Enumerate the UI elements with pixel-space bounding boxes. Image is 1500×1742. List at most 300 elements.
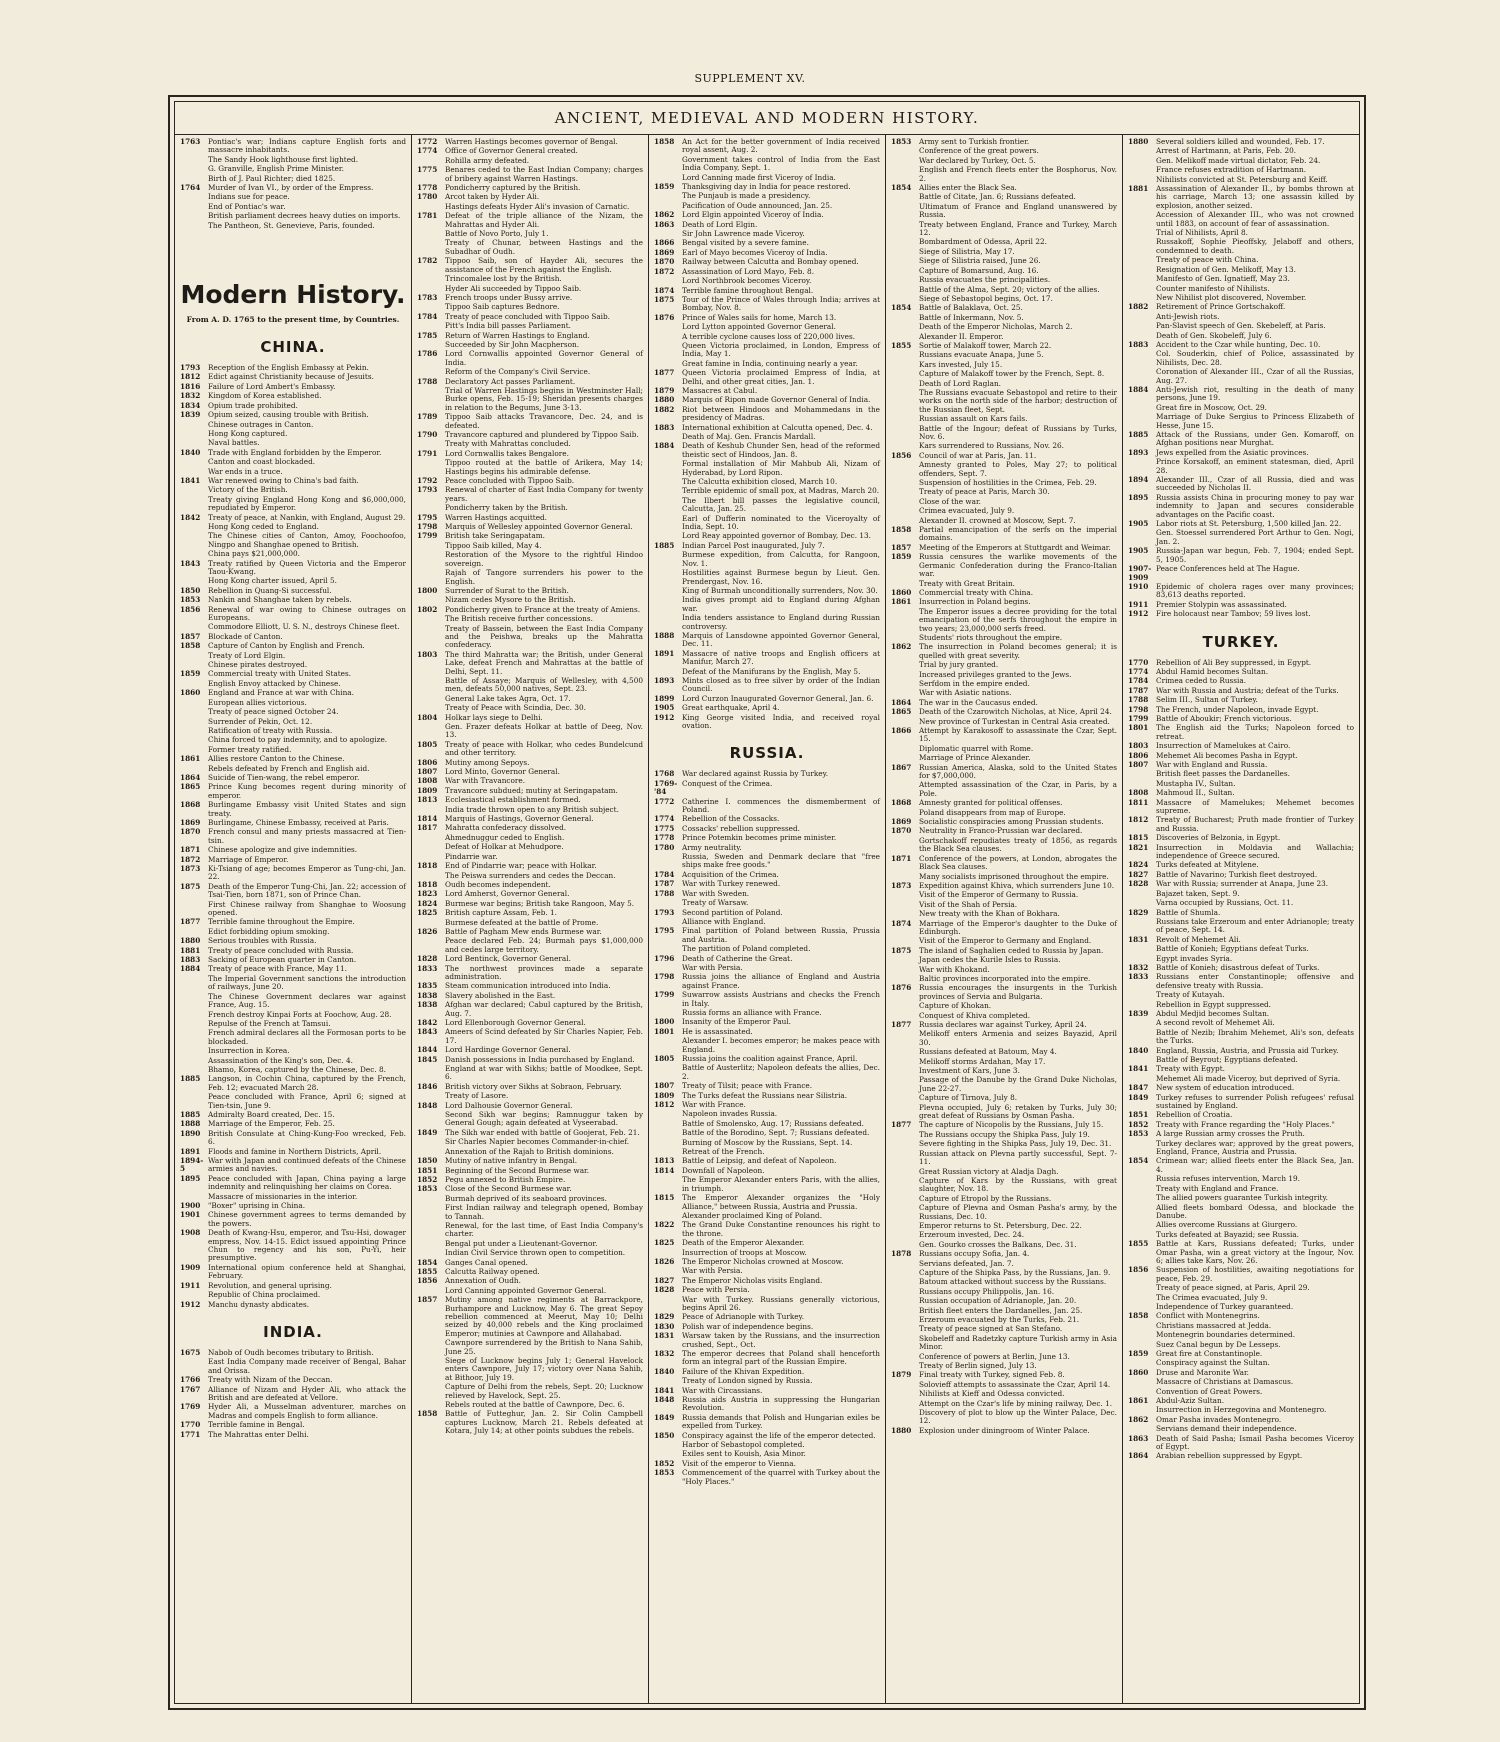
history-entry	[891, 718, 1117, 726]
history-entry	[654, 277, 880, 285]
entry-year: 1873	[180, 864, 201, 873]
history-entry	[180, 1229, 406, 1263]
entry-year: 1868	[891, 798, 912, 808]
history-entry	[891, 304, 1117, 312]
history-entry	[891, 781, 1117, 798]
history-entry	[654, 909, 880, 917]
entry-text: Mutiny among native regiments at Barrackpore, Burhampore and Lucknow, May 6. The great Sepoy rebellion commenced at Meerut, May 10; Delhi seized by 40,000 rebels and the King proclaimed Emperor; mutinies at Cawnpore and Allahabad.	[445, 1295, 643, 1338]
entry-text: Sir John Lawrence made Viceroy.	[682, 229, 805, 239]
entry-text: Warsaw taken by the Russians, and the insurrection crushed, Sept., Oct.	[682, 1331, 880, 1349]
entry-text: Acquisition of the Crimea.	[682, 869, 779, 879]
entry-year: 1909	[180, 1262, 201, 1272]
entry-year: 1912	[180, 1299, 201, 1309]
entry-text: English and French fleets enter the Bosphorus, Nov. 2.	[919, 165, 1117, 183]
entry-text: Peace concluded with France, April 6; signed at Tien-tsin, June 9.	[208, 1092, 406, 1110]
entry-text: Discovery of plot to blow up the Winter Palace, Dec. 12.	[919, 1408, 1117, 1426]
entry-year: 1804	[417, 712, 438, 722]
entry-year: 1850	[180, 585, 201, 595]
entry-text: Pondicherry captured by the British.	[445, 183, 581, 193]
entry-text: Renewal of charter of East India Company for twenty years.	[445, 485, 643, 503]
entry-year: 1851	[1128, 1110, 1149, 1120]
history-entry	[180, 947, 406, 955]
history-entry	[1128, 1185, 1354, 1193]
history-entry	[891, 745, 1117, 753]
entry-year: 1775	[417, 165, 438, 175]
entry-text: Allied fleets bombard Odessa, and blockade the Danube.	[1156, 1202, 1354, 1220]
entry-text: Lord Lytton appointed Governor General.	[682, 322, 836, 332]
history-entry	[654, 138, 880, 155]
entry-year: 1800	[417, 585, 438, 595]
entry-year: 1849	[417, 1127, 438, 1137]
entry-text: Erzeroum evacuated by the Turks, Feb. 21.	[919, 1315, 1080, 1324]
history-entry	[891, 295, 1117, 303]
entry-text: Commercial treaty with China.	[919, 587, 1034, 597]
history-entry	[417, 1410, 643, 1435]
entry-year	[417, 1148, 445, 1156]
entry-year: 1910	[1128, 581, 1149, 591]
history-entry	[1128, 770, 1354, 778]
entry-text: The Punjaub is made a presidency.	[682, 191, 811, 201]
entry-text: Commercial treaty with United States.	[208, 669, 352, 679]
history-entry	[417, 303, 643, 311]
entry-year: 1877	[891, 1120, 912, 1130]
history-entry	[417, 909, 643, 917]
entry-text: Investment of Kars, June 3.	[919, 1066, 1020, 1076]
entry-text: Indian Parcel Post inaugurated, July 7.	[682, 540, 825, 550]
entry-text: Repulse of the French at Tamsui.	[208, 1018, 331, 1028]
entry-text: War with Turkey. Russians generally victorious, begins April 26.	[682, 1294, 880, 1312]
entry-text: Death of Lord Elgin.	[682, 219, 758, 229]
entry-year	[891, 425, 919, 442]
entry-year: 1864	[180, 772, 201, 782]
entry-year	[180, 1057, 208, 1065]
page-inner-frame	[174, 101, 1360, 1704]
history-entry	[1128, 761, 1354, 769]
history-entry	[180, 865, 406, 882]
entry-text: Annexation of the Rajah to British dominions.	[445, 1146, 614, 1156]
entry-text: Assassination of the King's son, Dec. 4.	[208, 1055, 353, 1065]
entry-year: 1883	[654, 422, 675, 432]
entry-text: French destroy Kinpai Forts at Foochow, Aug. 28.	[208, 1009, 392, 1019]
russia-list-3	[1128, 138, 1354, 619]
entry-year	[1128, 1175, 1156, 1183]
entry-year: 1831	[1128, 934, 1149, 944]
entry-text: Mahratta confederacy dissolved.	[445, 823, 567, 833]
entry-text: Tippoo routed at the battle of Arikera, May 14; Hastings begins his admirable defense.	[445, 458, 643, 476]
entry-year	[654, 587, 682, 595]
entry-year: 1839	[180, 410, 201, 420]
history-entry	[1128, 458, 1354, 475]
entry-text: Peace concluded with Tippoo Saib.	[445, 476, 575, 486]
entry-year: 1821	[1128, 842, 1149, 852]
entry-year	[654, 551, 682, 568]
entry-year: 1872	[180, 854, 201, 864]
entry-text: Tippoo Saib attacks Travancore, Dec. 24, and is defeated.	[445, 412, 643, 430]
history-entry	[654, 1037, 880, 1054]
entry-text: France refuses extradition of Hartmann.	[1156, 165, 1307, 175]
entry-text: Alliance with England.	[682, 916, 766, 926]
entry-text: British victory over Sikhs at Sobraon, February.	[445, 1081, 622, 1091]
entry-year: 1764	[180, 183, 201, 193]
entry-year: 1675	[180, 1347, 201, 1357]
entry-year: 1875	[180, 881, 201, 891]
history-entry	[891, 203, 1117, 220]
history-entry	[891, 1231, 1117, 1239]
history-entry	[180, 1020, 406, 1028]
history-entry	[1128, 166, 1354, 174]
history-entry	[891, 1371, 1117, 1379]
history-entry	[654, 1313, 880, 1321]
entry-year	[1128, 1019, 1156, 1027]
entry-text: Reception of the English Embassy at Pekin.	[208, 363, 369, 373]
entry-text: Indian Civil Service thrown open to competition.	[445, 1248, 626, 1258]
history-entry	[417, 881, 643, 889]
entry-text: Discoveries of Belzonia, in Egypt.	[1156, 833, 1281, 843]
history-entry	[180, 765, 406, 773]
history-entry	[1128, 844, 1354, 861]
entry-text: Russia joins the coalition against France, April.	[682, 1054, 858, 1063]
history-entry	[180, 421, 406, 429]
entry-year	[891, 257, 919, 265]
entry-text: Death of Said Pasha; Ismail Pasha becomes Viceroy of Egypt.	[1156, 1433, 1354, 1452]
entry-text: Rebels defeated by French and English aid.	[208, 763, 370, 773]
entry-text: Russian attack on Plevna partly successful, Sept. 7-11.	[919, 1148, 1117, 1167]
entry-year	[891, 1409, 919, 1426]
history-entry	[417, 1185, 643, 1193]
entry-year: 1796	[654, 953, 675, 963]
history-entry	[1128, 834, 1354, 842]
history-entry	[654, 369, 880, 386]
history-entry	[654, 1018, 880, 1026]
history-entry	[891, 1002, 1117, 1010]
history-entry	[417, 1148, 643, 1156]
entry-text: G. Granville, English Prime Minister.	[208, 164, 344, 174]
history-entry	[654, 871, 880, 879]
entry-text: Battle of Smolensko, Aug. 17; Russians defeated.	[682, 1118, 864, 1128]
history-entry	[1128, 1312, 1354, 1320]
history-entry	[1128, 1121, 1354, 1129]
entry-year	[891, 370, 919, 378]
history-entry	[654, 844, 880, 852]
entry-text: Earl of Dufferin nominated to the Viceroyalty of India, Sept. 10.	[682, 513, 880, 532]
entry-text: Treaty of Lasore.	[445, 1091, 509, 1101]
entry-year	[180, 1093, 208, 1110]
entry-year: 1790	[417, 430, 438, 439]
entry-text: Pan-Slavist speech of Gen. Skebeleff, at Paris.	[1156, 321, 1326, 331]
history-entry	[417, 387, 643, 412]
history-entry	[1128, 303, 1354, 311]
entry-year	[417, 1339, 445, 1356]
entry-text: The Chinese Government declares war against France, Aug. 15.	[208, 991, 406, 1010]
entry-year: 1772	[654, 796, 675, 806]
entry-text: Peace declared Feb. 24; Burmah pays $1,000,000 and cedes large territory.	[445, 936, 643, 954]
history-entry	[1128, 1240, 1354, 1265]
history-entry	[891, 544, 1117, 552]
history-entry	[180, 402, 406, 410]
entry-text: The Mahrattas enter Delhi.	[208, 1429, 309, 1439]
entry-text: Kingdom of Korea established.	[208, 391, 322, 401]
entry-year	[180, 1358, 208, 1375]
history-entry	[180, 1376, 406, 1384]
entry-text: Final treaty with Turkey, signed Feb. 8.	[919, 1370, 1065, 1380]
entry-text: Opium seized, causing trouble with British.	[208, 410, 369, 420]
entry-year: 1767	[180, 1384, 201, 1394]
entry-text: Floods and famine in Northern Districts, April.	[208, 1146, 382, 1156]
entry-text: Lord Reay appointed governor of Bombay, Dec. 13.	[682, 531, 871, 541]
entry-text: Gen. Stoessel surrendered Port Arthur to Gen. Nogi, Jan. 2.	[1156, 528, 1354, 546]
entry-text: Crimean war; allied fleets enter the Black Sea, Jan. 4.	[1156, 1156, 1354, 1174]
entry-year: 1818	[417, 861, 438, 871]
entry-year	[180, 680, 208, 688]
history-entry	[417, 824, 643, 832]
entry-year: 1874	[891, 918, 912, 928]
history-entry	[654, 880, 880, 888]
entry-text: Peace with Persia.	[682, 1285, 750, 1295]
history-entry	[654, 596, 880, 613]
entry-text: War renewed owing to China's bad faith.	[208, 475, 359, 485]
entry-text: Treaty of peace concluded with Tippoo Saib.	[445, 311, 611, 321]
entry-year	[417, 1401, 445, 1409]
entry-year	[180, 623, 208, 631]
entry-year	[654, 945, 682, 953]
entry-text: Danish possessions in India purchased by England.	[445, 1054, 635, 1064]
entry-year: 1808	[417, 776, 438, 786]
pre-list	[180, 138, 406, 230]
entry-text: Visit of the Shah of Persia.	[919, 899, 1018, 909]
entry-year: 1846	[417, 1081, 438, 1091]
history-entry	[891, 689, 1117, 697]
history-entry	[891, 507, 1117, 515]
entry-year: 1798	[417, 522, 438, 532]
history-entry	[180, 477, 406, 485]
entry-text: Battle of Futteghur, Jan. 2. Sir Colin Campbell captures Lucknow, March 21. Rebels defeated at Kotara, July 14; at other points subdues the rebels.	[445, 1409, 643, 1436]
entry-text: Lord Cornwallis takes Bengalore.	[445, 448, 569, 458]
entry-text: Rebellion in Quang-Si successful.	[208, 585, 332, 595]
entry-year	[654, 515, 682, 532]
column-3	[649, 135, 886, 1703]
entry-text: Pindarrie war.	[445, 851, 498, 861]
entry-year	[1128, 1056, 1156, 1064]
entry-year	[891, 488, 919, 496]
history-entry	[417, 695, 643, 703]
history-entry	[1128, 1204, 1354, 1221]
entry-text: Pacification of Oude announced, Jan. 25.	[682, 200, 833, 210]
entry-year: 1905	[654, 703, 675, 713]
history-entry	[180, 560, 406, 577]
history-entry	[654, 614, 880, 631]
entry-year	[1128, 368, 1156, 385]
entry-text: A second revolt of Mehemet Ali.	[1156, 1018, 1275, 1028]
history-entry	[1128, 1194, 1354, 1202]
entry-text: Peace of Adrianople with Turkey.	[682, 1312, 805, 1322]
entry-text: Allies overcome Russians at Giurgero.	[1156, 1220, 1298, 1230]
entry-text: Burmah deprived of its seaboard provinces.	[445, 1193, 607, 1203]
history-entry	[180, 550, 406, 558]
entry-year	[180, 1047, 208, 1055]
entry-year: 1888	[180, 1119, 201, 1129]
entry-text: Retreat of the French.	[682, 1147, 765, 1157]
history-entry	[180, 449, 406, 457]
history-entry	[180, 1431, 406, 1439]
entry-text: Renewal of war owing to Chinese outrages on Europeans.	[208, 604, 406, 623]
entry-year: 1843	[180, 558, 201, 568]
history-entry	[891, 1250, 1117, 1258]
history-entry	[654, 668, 880, 676]
entry-text: Manchu dynasty abdicates.	[208, 1299, 310, 1309]
entry-year: 1858	[180, 641, 201, 651]
history-entry	[417, 853, 643, 861]
history-entry	[1128, 668, 1354, 676]
entry-year: 1800	[654, 1017, 675, 1027]
history-entry	[1128, 1397, 1354, 1405]
entry-year	[891, 295, 919, 303]
history-entry	[180, 138, 406, 155]
history-entry	[891, 1260, 1117, 1268]
entry-year	[891, 1222, 919, 1230]
history-entry	[654, 1212, 880, 1220]
entry-year: 1844	[417, 1045, 438, 1055]
history-entry	[654, 770, 880, 778]
history-entry	[891, 323, 1117, 331]
history-entry	[417, 450, 643, 458]
history-entry	[891, 1335, 1117, 1352]
entry-text: Battle of Austerlitz; Napoleon defeats the allies, Dec. 2.	[682, 1063, 880, 1081]
history-entry	[180, 184, 406, 192]
history-entry	[1128, 677, 1354, 685]
entry-year	[417, 1092, 445, 1100]
russia-list-1	[654, 770, 880, 1486]
entry-year	[891, 634, 919, 642]
history-entry	[180, 1130, 406, 1147]
entry-year	[654, 433, 682, 441]
history-entry	[1128, 368, 1354, 385]
entry-year	[180, 718, 208, 726]
entry-year: 1882	[654, 404, 675, 414]
history-entry	[654, 287, 880, 295]
entry-year: 1884	[180, 964, 201, 974]
history-entry	[654, 1167, 880, 1175]
entry-year: 1864	[1128, 1451, 1149, 1461]
entry-text: Suspension of hostilities, awaiting negotiations for peace, Feb. 29.	[1156, 1265, 1354, 1283]
history-entry	[891, 425, 1117, 442]
history-entry	[654, 1414, 880, 1431]
entry-year: 1789	[417, 412, 438, 422]
entry-year	[891, 689, 919, 697]
entry-text: Napoleon invades Russia.	[682, 1109, 778, 1119]
entry-year	[180, 736, 208, 744]
page-header: ANCIENT, MEDIEVAL AND MODERN HISTORY.	[175, 102, 1359, 135]
entry-year	[417, 1357, 445, 1382]
history-entry	[1128, 275, 1354, 283]
entry-year	[891, 333, 919, 341]
entry-year	[891, 966, 919, 974]
history-entry	[1128, 1010, 1354, 1018]
entry-year: 1869	[180, 817, 201, 827]
entry-text: Death of Catherine the Great.	[682, 953, 793, 963]
entry-year: 1861	[180, 754, 201, 764]
entry-text: Burmese expedition, from Calcutta, for Rangoon, Nov. 1.	[682, 550, 880, 568]
entry-text: Allies enter the Black Sea.	[919, 183, 1017, 193]
history-entry	[891, 461, 1117, 478]
history-entry	[180, 1175, 406, 1192]
entry-text: Servians defeated, Jan. 7.	[919, 1258, 1014, 1268]
entry-text: Mints closed as to free silver by order of the Indian Council.	[682, 675, 880, 694]
entry-year	[891, 1076, 919, 1093]
history-entry	[654, 360, 880, 368]
entry-year	[417, 230, 445, 238]
entry-text: Russia censures the warlike movements of the Germanic Confederation during the Franco-Italian war.	[919, 552, 1117, 579]
entry-year	[180, 1011, 208, 1019]
history-entry	[654, 955, 880, 963]
history-entry	[1128, 1416, 1354, 1424]
entry-text: Republic of China proclaimed.	[208, 1290, 321, 1300]
history-entry	[891, 267, 1117, 275]
entry-text: Marriage of the Emperor's daughter to the Duke of Edinburgh.	[919, 918, 1117, 936]
entry-text: Lord Ellenborough Governor General.	[445, 1018, 586, 1027]
history-entry	[417, 834, 643, 842]
entry-text: Burning of Moscow by the Russians, Sept. 14.	[682, 1137, 853, 1147]
history-entry	[654, 1239, 880, 1247]
history-entry	[654, 1368, 880, 1376]
entry-text: General Lake takes Agra, Oct. 17.	[445, 693, 571, 703]
entry-text: Trial of Nihilists, April 8.	[1156, 228, 1248, 238]
history-entry	[417, 193, 643, 201]
entry-text: Great fire in Moscow, Oct. 29.	[1156, 402, 1267, 412]
entry-year	[180, 486, 208, 494]
entry-text: Council of war at Paris, Jan. 11.	[919, 450, 1037, 460]
entry-text: Lord Amherst, Governor General.	[445, 889, 570, 899]
history-entry	[417, 532, 643, 540]
entry-year: 1829	[654, 1312, 675, 1322]
history-entry	[891, 1269, 1117, 1277]
entry-year	[891, 1325, 919, 1333]
entry-year: 1856	[1128, 1265, 1149, 1275]
history-entry	[891, 488, 1117, 496]
entry-text: Ganges Canal opened.	[445, 1257, 528, 1267]
history-entry	[1128, 1452, 1354, 1460]
history-entry	[180, 373, 406, 381]
history-entry	[891, 138, 1117, 146]
entry-text: British Consulate at Ching-Kung-Foo wrecked, Feb. 6.	[208, 1128, 406, 1147]
entry-text: The Pantheon, St. Genevieve, Paris, founded.	[208, 220, 375, 230]
entry-year: 1873	[891, 880, 912, 890]
entry-text: A terrible cyclone causes loss of 220,000 lives.	[682, 331, 856, 341]
entry-year: 1885	[180, 1109, 201, 1119]
history-entry	[891, 1048, 1117, 1056]
history-entry	[417, 982, 643, 990]
entry-year	[891, 442, 919, 450]
history-entry	[1128, 413, 1354, 430]
history-entry	[891, 1316, 1117, 1324]
entry-text: Former treaty ratified.	[208, 744, 292, 754]
entry-year	[891, 1390, 919, 1398]
entry-text: Canton and coast blockaded.	[208, 457, 316, 467]
entry-year	[654, 1120, 682, 1128]
entry-text: Warren Hastings acquitted.	[445, 512, 548, 522]
entry-year	[1128, 313, 1156, 321]
entry-text: Treaty with France regarding the "Holy Places."	[1156, 1119, 1335, 1129]
modern-history-title: Modern History.	[180, 280, 406, 310]
entry-text: Varna occupied by Russians, Oct. 11.	[1156, 898, 1294, 908]
history-entry	[1128, 547, 1354, 564]
history-entry	[891, 157, 1117, 165]
history-entry	[1128, 238, 1354, 255]
entry-text: Conference of the great powers.	[919, 146, 1039, 156]
history-entry	[180, 587, 406, 595]
entry-year: 1784	[417, 311, 438, 321]
entry-year: 1885	[180, 1074, 201, 1084]
history-entry	[417, 606, 643, 614]
